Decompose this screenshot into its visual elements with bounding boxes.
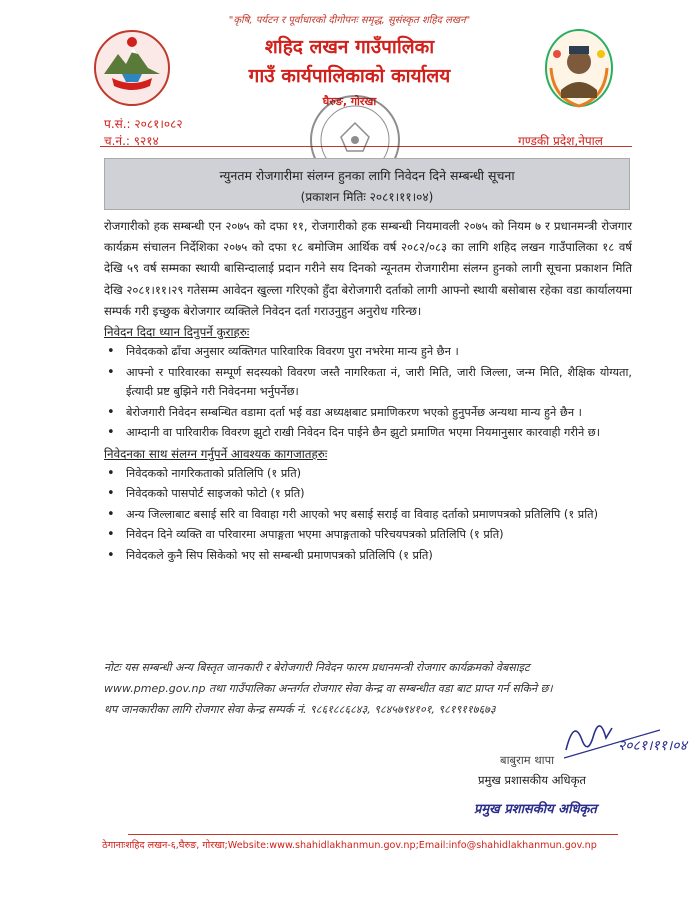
signatory-designation: प्रमुख प्रशासकीय अधिकृत — [478, 773, 586, 787]
designation-stamp: प्रमुख प्रशासकीय अधिकृत — [474, 802, 597, 817]
office-name: गाउँ कार्यपालिकाको कार्यालय — [248, 65, 451, 87]
list-item: • निवेदकको पासपोर्ट साइजको फोटो (१ प्रति) — [104, 484, 632, 504]
note-line: थप जानकारीका लागि रोजगार सेवा केन्द्र सम्पर्क नं. ९८६१८८६८४३, ९८४५७९४१०१, ९८१९११७६७३ — [104, 703, 496, 716]
list-item: • निवेदकले कुनै सिप सिकेको भए सो सम्बन्धी प्रमाणपत्रको प्रतिलिपि (१ प्रति) — [104, 546, 632, 566]
office-address: घैरुङ, गोरखा — [322, 95, 377, 108]
list-item: • निवेदकको ढाँचा अनुसार व्यक्तिगत पारिवारिक विवरण पुरा नभरेमा मान्य हुने छैन । — [104, 342, 632, 362]
note-line: www.pmep.gov.np तथा गाउँपालिका अन्तर्गत रोजगार सेवा केन्द्र वा सम्बन्धीत वडा बाट प्राप्त गर्न सकिने छ। — [104, 682, 553, 695]
note-section — [104, 657, 634, 720]
publication-date: (प्रकाशन मितिः २०८१।११।०४) — [300, 190, 434, 204]
list-item: • बेरोजगारी निवेदन सम्बन्धित वडामा दर्ता भई वडा अध्यक्षबाट प्रमाणिकरण भएको हुनुपर्नेछ अन्यथा मान्य हुने छैन । — [104, 403, 632, 423]
list-item: • निवेदन दिने व्यक्ति वा परिवारमा अपाङ्गता भएमा अपाङ्गताको परिचयपत्रको प्रतिलिपि (१ प्रति) — [104, 525, 632, 545]
list-item: • आफ्नो र पारिवारका सम्पूर्ण सदस्यको विवरण जस्तै नागरिकता नं, जारी मिति, जारी जिल्ला, जन्म मिति, शैक्षिक योग्यता, ईत्यादी प्रष्ट बुझिने गरी निवेदनमा भर्नुपर्नेछ। — [104, 363, 632, 402]
footer-contact: ठेगानाःशहिद लखन-६,घैरुङ, गोरखा;Website:www.shahidlakhanmun.gov.np;Email:info@shahidlakhanmun.gov.np — [102, 840, 597, 851]
letter-reference-number: प.सं.: २०८१।०८२ — [104, 117, 183, 131]
handwritten-signature — [560, 710, 687, 774]
handwritten-date: २०८१।११।०४ — [618, 738, 687, 754]
notice-heading: न्युनतम रोजगारीमा संलग्न हुनका लागि निवेदन दिने सम्बन्धी सूचना — [219, 168, 515, 183]
martyr-portrait-logo — [543, 28, 615, 116]
main-paragraph: रोजगारीको हक सम्बन्धी एन २०७५ को दफा ११, रोजगारीको हक सम्बन्धी नियमावली २०७५ को नियम ७ र प्रधानमन्त्री रोजगार कार्यक्रम संचालन निर्देशिका २०७५ को दफा १८ बमोजिम आर्थिक वर्ष २०८२/०८३ का लागि शहिद लखन गाउँपालिका १८ वर्ष देखि ५९ वर्ष सम्मका स्थायी बासिन्दालाई प्रदान गरीने सय दिनको न्यूनतम रोजगारीमा संलग्न हुनको लागी सूचना प्रकाशन मिति देखि २०८१।११।२९ गतेसम्म आवेदन खुल्ला गरिएको हुँदा बेरोजगारी दर्ताको लागी आफ्नो स्थायी बसोबास रहेका वडा कार्यालयमा सम्पर्क गरी इच्छुक बेरोजगार व्यक्तिले निवेदन दर्ता गराउनुहुन अनुरोध गरिन्छ। — [104, 219, 632, 318]
list-item: • अन्य जिल्लाबाट बसाई सरि वा विवाहा गरी आएको भए बसाई सराई वा विवाह दर्ताको प्रमाणपत्रको प्रतिलिपि (१ प्रति) — [104, 505, 632, 525]
note-line: नोटः यस सम्बन्धी अन्य बिस्तृत जानकारी र बेरोजगारी निवेदन फारम प्रधानमन्त्री रोजगार कार्यक्रमको वेबसाइट — [104, 661, 530, 674]
notice-heading-box — [104, 158, 630, 210]
province-name: गण्डकी प्रदेश,नेपाल — [518, 134, 603, 148]
footer-divider — [128, 834, 618, 835]
dispatch-number: च.नं.: ९२१४ — [104, 134, 159, 148]
motto: "कृषि, पर्यटन र पूर्वाधारको दीगोपनः समृद्ध, सुसंस्कृत शहिद लखन" — [228, 15, 471, 26]
list-item: • आम्दानी वा पारिवारीक विवरण झुटो राखी निवेदन दिन पाईने छैन झुटो प्रमाणित भएमा नियमानुसार कारवाही गरीने छ। — [104, 423, 632, 443]
section-title-documents: निवेदनका साथ संलग्न गर्नुपर्ने आवश्यक कागजातहरुः — [104, 446, 328, 461]
notice-body — [104, 216, 632, 566]
section-title-considerations: निवेदन दिदा ध्यान दिनुपर्ने कुराहरुः — [104, 325, 250, 340]
signatory-name: बाबुराम थापा — [500, 753, 555, 767]
municipality-name: शहिद लखन गाउँपालिका — [264, 36, 435, 58]
documents-list — [104, 464, 632, 566]
list-item: • निवेदकको नागरिकताको प्रतिलिपि (१ प्रति) — [104, 464, 632, 484]
nepal-emblem-logo — [92, 28, 172, 112]
considerations-list — [104, 342, 632, 443]
